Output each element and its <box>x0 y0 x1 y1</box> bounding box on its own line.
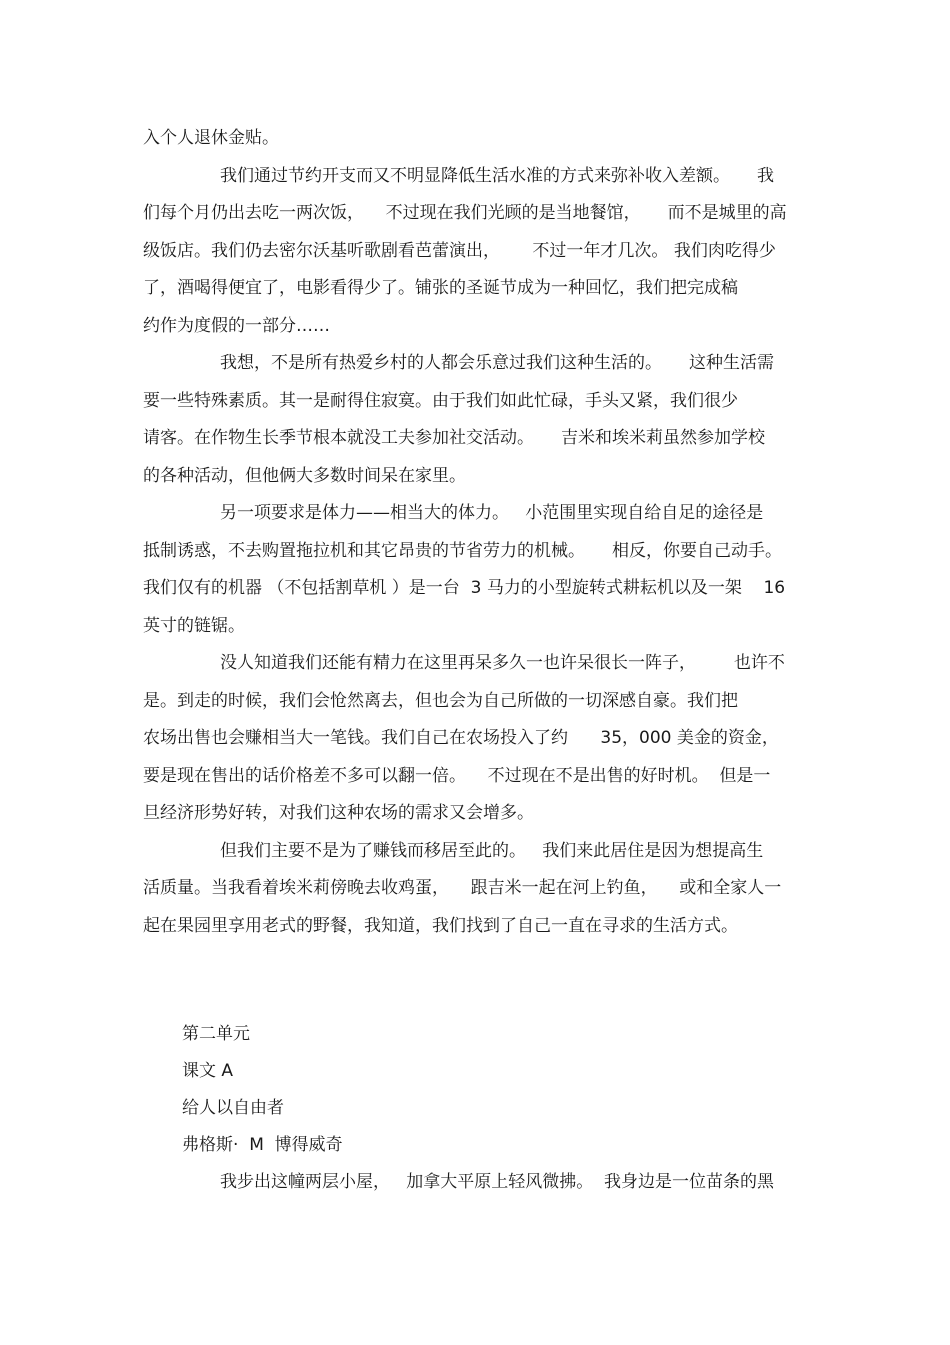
paragraph-line: 要是现在售出的话价格差不多可以翻一倍。 不过现在不是出售的好时机。 但是一 <box>143 765 771 786</box>
paragraph-line: 了，酒喝得便宜了，电影看得少了。铺张的圣诞节成为一种回忆，我们把完成稿 <box>143 278 738 298</box>
paragraph-line: 没人知道我们还能有精力在这里再呆多久一也许呆很长一阵子， 也许不 <box>220 653 785 673</box>
paragraph-line: 约作为度假的一部分…… <box>143 315 330 336</box>
lesson-title: 给人以自由者 <box>182 1098 284 1118</box>
paragraph-line: 但我们主要不是为了赚钱而移居至此的。 我们来此居住是因为想提高生 <box>220 840 764 861</box>
paragraph-line: 我们仅有的机器 （不包括割草机 ）是一台 3 马力的小型旋转式耕耘机以及一架 16 <box>143 578 786 598</box>
paragraph-line: 是。到走的时候，我们会怆然离去，但也会为自己所做的一切深感自豪。我们把 <box>143 690 738 711</box>
body-text <box>143 120 815 945</box>
author-name: 弗格斯· M 博得威奇 <box>182 1135 343 1155</box>
paragraph-line: 我想，不是所有热爱乡村的人都会乐意过我们这种生活的。 这种生活需 <box>220 353 775 373</box>
paragraph-line: 我们通过节约开支而又不明显降低生活水准的方式来弥补收入差额。 我 <box>220 165 775 186</box>
paragraph-line: 起在果园里享用老式的野餐，我知道，我们找到了自己一直在寻求的生活方式。 <box>143 915 738 936</box>
lesson-heading-block <box>182 1016 782 1164</box>
paragraph-line: 的各种活动，但他俩大多数时间呆在家里。 <box>143 465 466 486</box>
paragraph-line: 请客。在作物生长季节根本就没工夫参加社交活动。 吉米和埃米莉虽然参加学校 <box>143 428 766 448</box>
unit-heading: 第二单元 <box>182 1024 250 1044</box>
paragraph-line: 另一项要求是体力——相当大的体力。 小范围里实现自给自足的途径是 <box>220 503 764 523</box>
lesson-body <box>143 1164 815 1202</box>
paragraph-line: 们每个月仍出去吃一两次饭， 不过现在我们光顾的是当地餐馆， 而不是城里的高 <box>143 203 787 223</box>
paragraph-line: 农场出售也会赚相当大一笔钱。我们自己在农场投入了约 35，000 美金的资金， <box>143 728 779 748</box>
paragraph-line: 我步出这幢两层小屋， 加拿大平原上轻风微拂。 我身边是一位苗条的黑 <box>220 1172 775 1192</box>
paragraph-line: 要一些特殊素质。其一是耐得住寂寞。由于我们如此忙碌，手头又紧，我们很少 <box>143 390 738 411</box>
paragraph-line: 旦经济形势好转，对我们这种农场的需求又会增多。 <box>143 803 534 823</box>
paragraph-line: 入个人退休金贴。 <box>143 128 279 148</box>
lesson-label: 课文 A <box>182 1061 234 1081</box>
paragraph-line: 抵制诱惑，不去购置拖拉机和其它昂贵的节省劳力的机械。 相反，你要自己动手。 <box>143 540 783 561</box>
paragraph-line: 英寸的链锯。 <box>143 615 245 636</box>
paragraph-line: 活质量。当我看着埃米莉傍晚去收鸡蛋， 跟吉米一起在河上钓鱼， 或和全家人一 <box>143 878 782 898</box>
paragraph-line: 级饭店。我们仍去密尔沃基听歌剧看芭蕾演出， 不过一年才几次。 我们肉吃得少 <box>143 240 776 261</box>
